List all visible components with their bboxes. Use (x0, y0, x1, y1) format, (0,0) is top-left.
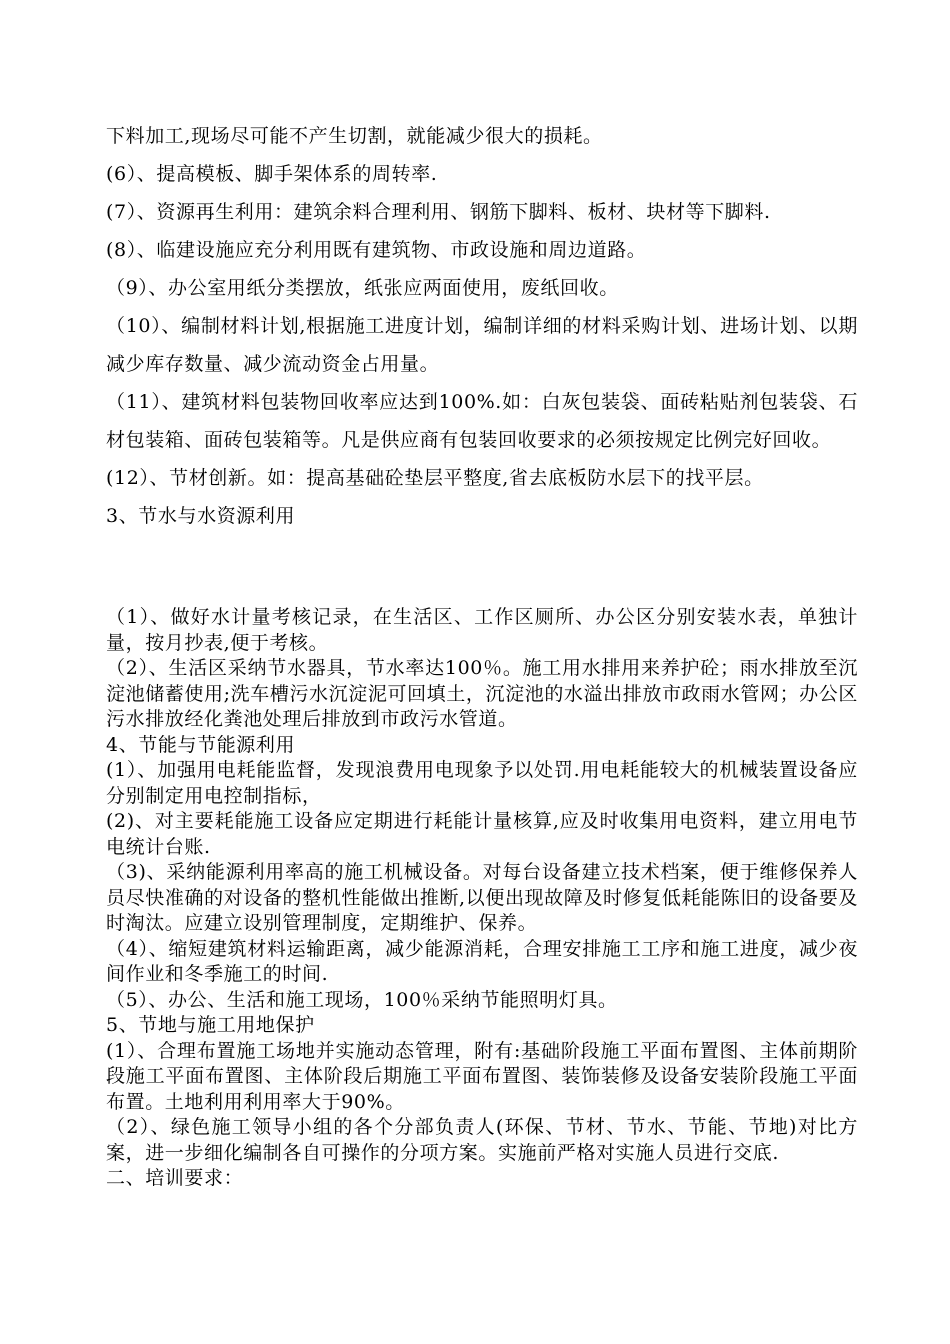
paragraph: (1）、合理布置施工场地并实施动态管理，附有:基础阶段施工平面布置图、主体前期阶段施工平面布置图、主体阶段后期施工平面布置图、装饰装修及设备安装阶段施工平面布置。土地利用利用率大于90%。 (106, 1039, 858, 1113)
paragraph: (6）、提高模板、脚手架体系的周转率. (106, 163, 438, 185)
section-water-energy-land-text (106, 605, 858, 1192)
paragraph: (7）、资源再生利用：建筑余料合理利用、钢筋下脚料、板材、块材等下脚料. (106, 201, 771, 223)
section-heading: 3、节水与水资源利用 (106, 505, 296, 527)
section-heading: 5、节地与施工用地保护 (106, 1014, 315, 1036)
paragraph: （11）、建筑材料包装物回收率应达到100%.如：白灰包装袋、面砖粘贴剂包装袋、石材包装箱、面砖包装箱等。凡是供应商有包装回收要求的必须按规定比例完好回收。 (106, 391, 858, 451)
paragraph: （3)、采纳能源利用率高的施工机械设备。对每台设备建立技术档案，便于维修保养人员尽快准确的对设备的整机性能做出推断,以便出现故障及时修复低耗能陈旧的设备要及时淘汰。应建立设别管理制度，定期维护、保养。 (106, 861, 858, 934)
paragraph: (2)、对主要耗能施工设备应定期进行耗能计量核算,应及时收集用电资料，建立用电节电统计台账. (106, 810, 858, 858)
section-heading: 二、培训要求： (106, 1167, 244, 1189)
paragraph: （1）、做好水计量考核记录，在生活区、工作区厕所、办公区分别安装水表，单独计量，按月抄表,便于考核。 (106, 606, 858, 654)
paragraph: （2）、生活区采纳节水器具，节水率达100％。施工用水排用来养护砼；雨水排放至沉淀池储蓄使用;洗车槽污水沉淀泥可回填土，沉淀池的水溢出排放市政雨水管网；办公区污水排放经化粪池处理后排放到市政污水管道。 (106, 657, 858, 730)
paragraph: （5）、办公、生活和施工现场，100％采纳节能照明灯具。 (106, 988, 618, 1011)
paragraph: （9）、办公室用纸分类摆放，纸张应两面使用，废纸回收。 (106, 277, 619, 299)
section-heading: 4、节能与节能源利用 (106, 733, 296, 756)
paragraph: （10）、编制材料计划,根据施工进度计划，编制详细的材料采购计划、进场计划、以期减少库存数量、减少流动资金占用量。 (106, 315, 858, 375)
paragraph: (8）、临建设施应充分利用既有建筑物、市政设施和周边道路。 (106, 239, 647, 261)
paragraph: （4）、缩短建筑材料运输距离，减少能源消耗，合理安排施工工序和施工进度，减少夜间作业和冬季施工的时间. (106, 937, 858, 985)
paragraph: 下料加工,现场尽可能不产生切割，就能减少很大的损耗。 (106, 125, 603, 147)
paragraph: （2）、绿色施工领导小组的各个分部负责人(环保、节材、节水、节能、节地)对比方案，进一步细化编制各自可操作的分项方案。实施前严格对实施人员进行交底. (106, 1116, 858, 1164)
paragraph: (1）、加强用电耗能监督，发现浪费用电现象予以处罚.用电耗能较大的机械装置设备应分别制定用电控制指标， (106, 759, 858, 807)
section-materials-text (106, 117, 858, 535)
paragraph: (12）、节材创新。如：提高基础砼垫层平整度,省去底板防水层下的找平层。 (106, 467, 764, 489)
